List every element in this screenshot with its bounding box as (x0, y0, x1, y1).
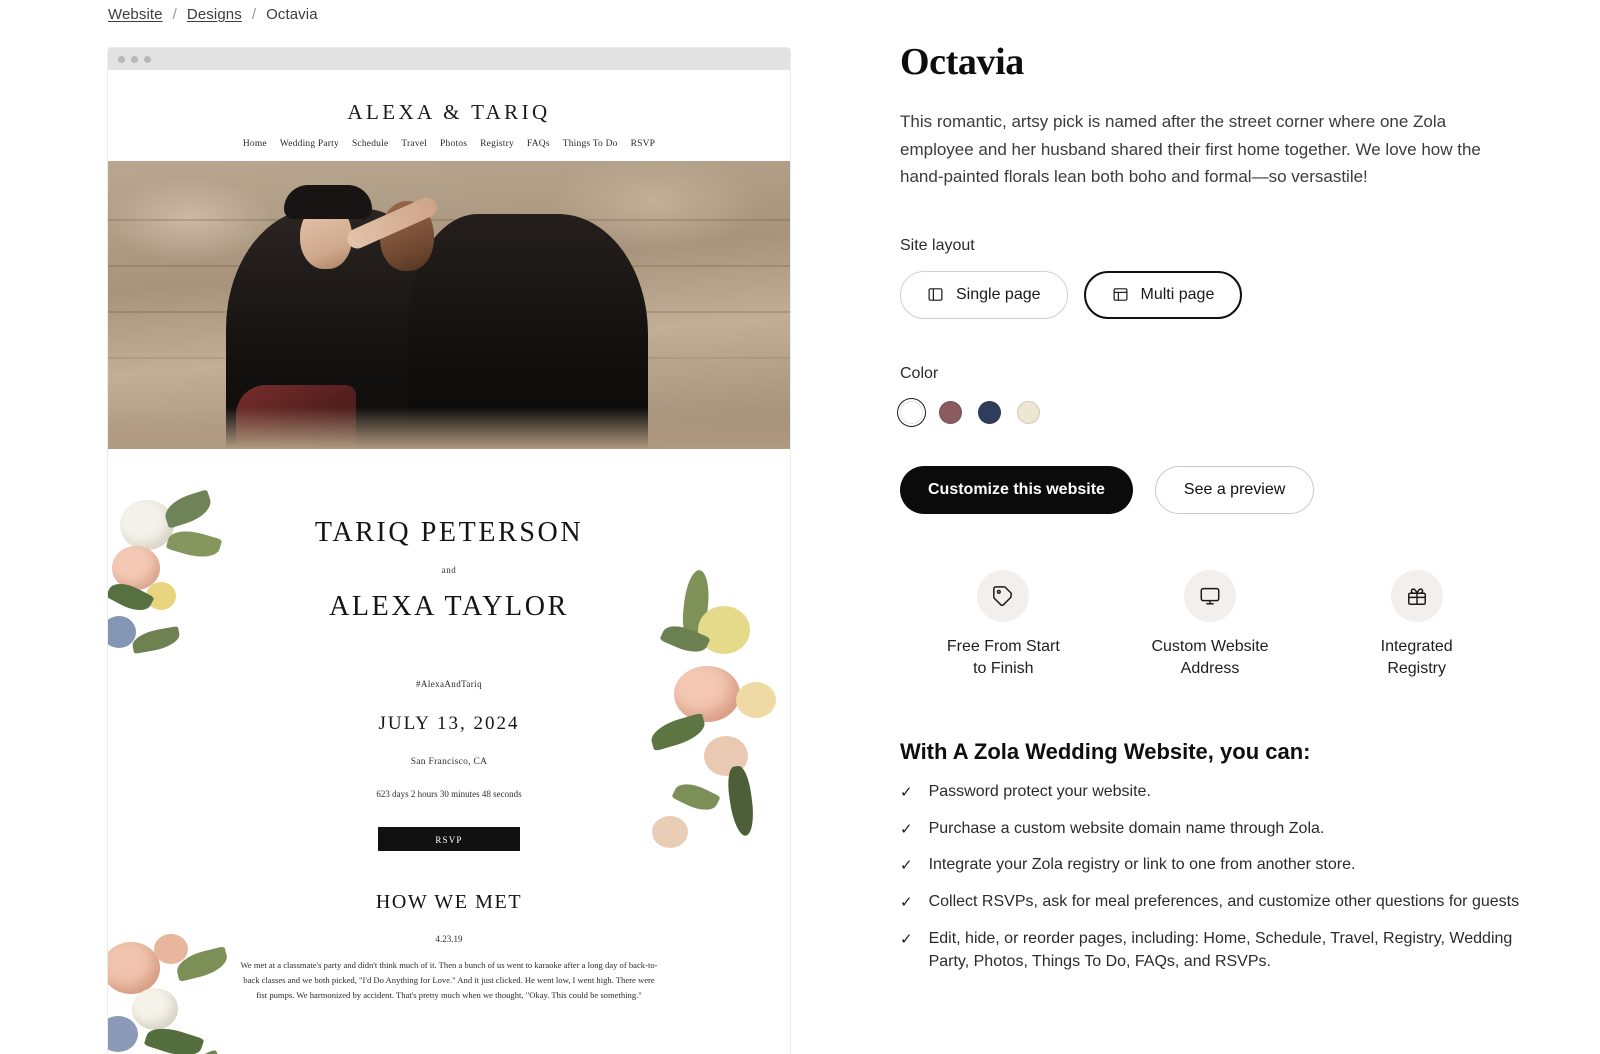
design-description: This romantic, artsy pick is named after the street corner where one Zola employee and her husband shared their first home together. We love how the hand-painted florals lean both boho and formal—so versastile! (900, 112, 1481, 187)
preview-hero-photo (108, 161, 790, 449)
window-maximize-dot (144, 56, 151, 63)
color-swatch-navy[interactable] (978, 401, 1001, 424)
check-icon: ✓ (900, 820, 913, 838)
site-layout-option-label: Multi page (1140, 285, 1215, 303)
benefit-text: Purchase a custom website domain name through Zola. (928, 819, 1325, 837)
window-close-dot (118, 56, 125, 63)
preview-story-heading: HOW WE MET (375, 891, 523, 913)
site-layout-option-label: Single page (956, 285, 1041, 303)
list-item (900, 891, 1520, 914)
color-swatches (900, 401, 1520, 424)
feature-line-2: to Finish (973, 660, 1034, 678)
page-title: Octavia (900, 41, 1024, 83)
tag-icon (977, 570, 1029, 622)
benefit-text: Edit, hide, or reorder pages, including: Home, Schedule, Travel, Registry, Wedding Party, Photos, Things To Do, FAQs, and RSVPs. (928, 929, 1513, 970)
preview-name-and: and (441, 565, 457, 575)
preview-nav-schedule[interactable]: Schedule (351, 139, 389, 149)
benefit-text: Integrate your Zola registry or link to one from another store. (928, 856, 1356, 874)
breadcrumb-item-designs[interactable]: Designs (186, 6, 242, 23)
design-info-panel (900, 40, 1520, 989)
benefit-text: Collect RSVPs, ask for meal preferences, and customize other questions for guests (928, 893, 1520, 911)
window-minimize-dot (131, 56, 138, 63)
breadcrumb-separator: / (172, 6, 177, 23)
list-item (900, 818, 1520, 841)
gift-icon (1391, 570, 1443, 622)
check-icon: ✓ (900, 857, 913, 875)
preview-couple-names (108, 517, 790, 1003)
preview-rsvp-button[interactable]: RSVP (378, 827, 520, 851)
preview-name-two: ALEXA TAYLOR (329, 591, 569, 622)
preview-site (108, 70, 790, 1054)
feature-line-1: Custom Website (1151, 637, 1269, 655)
preview-hashtag: #AlexaAndTariq (416, 679, 482, 689)
preview-wedding-date: JULY 13, 2024 (378, 713, 520, 734)
feature-integrated-registry (1313, 570, 1520, 681)
single-page-icon (927, 286, 944, 303)
benefits-title: With A Zola Wedding Website, you can: (900, 739, 1311, 765)
list-item (900, 928, 1520, 973)
feature-highlights (900, 570, 1520, 681)
breadcrumb (108, 6, 318, 23)
cta-row (900, 466, 1520, 514)
preview-nav-travel[interactable]: Travel (401, 139, 428, 149)
preview-nav-registry[interactable]: Registry (480, 139, 514, 149)
site-layout-option-single-page[interactable] (900, 271, 1068, 319)
color-swatch-mauve[interactable] (939, 401, 962, 424)
preview-nav-home[interactable]: Home (242, 139, 267, 149)
preview-name-one: TARIQ PETERSON (314, 517, 584, 548)
feature-text (900, 636, 1107, 681)
preview-wedding-location: San Francisco, CA (410, 757, 488, 767)
breadcrumb-item-current: Octavia (266, 6, 318, 23)
benefits-list (900, 781, 1520, 973)
check-icon: ✓ (900, 894, 913, 912)
color-swatch-cream[interactable] (1017, 401, 1040, 424)
see-a-preview-button[interactable]: See a preview (1155, 466, 1314, 514)
benefit-text: Password protect your website. (928, 783, 1151, 801)
feature-line-2: Address (1180, 660, 1240, 678)
list-item (900, 854, 1520, 877)
monitor-icon (1184, 570, 1236, 622)
feature-line-2: Registry (1387, 660, 1447, 678)
list-item (900, 781, 1520, 804)
preview-nav-faqs[interactable]: FAQs (526, 139, 550, 149)
feature-text (1313, 636, 1520, 681)
color-swatch-white[interactable] (900, 401, 923, 424)
feature-line-1: Integrated (1380, 637, 1453, 655)
multi-page-icon (1112, 286, 1129, 303)
breadcrumb-item-website[interactable]: Website (108, 6, 163, 23)
browser-chrome-bar (108, 48, 790, 70)
color-label: Color (900, 364, 939, 382)
preview-site-nav (108, 139, 790, 149)
preview-nav-photos[interactable]: Photos (440, 139, 468, 149)
preview-nav-rsvp[interactable]: RSVP (630, 139, 656, 149)
website-preview[interactable] (108, 48, 790, 1054)
preview-nav-things-to-do[interactable]: Things To Do (562, 139, 618, 149)
preview-story-text: We met at a classmate's party and didn't think much of it. Then a bunch of us went to karaoke after a long day of back-to-back classes and we both picked, "I'd Do Anything for Love." And it just clicked. He went low, I went high. There were fist pumps. We harmonized by accident. That's pretty much when we thought, "Okay. This could be something." (240, 960, 658, 1001)
site-layout-options (900, 271, 1520, 319)
feature-custom-website-address (1107, 570, 1314, 681)
check-icon: ✓ (900, 930, 913, 948)
feature-free-from-start (900, 570, 1107, 681)
preview-story-date: 4.23.19 (435, 934, 463, 944)
check-icon: ✓ (900, 784, 913, 802)
customize-this-website-button[interactable]: Customize this website (900, 466, 1133, 514)
breadcrumb-separator: / (251, 6, 257, 23)
feature-line-1: Free From Start (946, 637, 1060, 655)
feature-text (1107, 636, 1314, 681)
site-layout-option-multi-page[interactable] (1084, 271, 1243, 319)
preview-site-title: ALEXA & TARIQ (347, 100, 551, 124)
preview-nav-wedding-party[interactable]: Wedding Party (279, 139, 339, 149)
preview-countdown: 623 days 2 hours 30 minutes 48 seconds (376, 789, 522, 799)
site-layout-label: Site layout (900, 236, 975, 254)
